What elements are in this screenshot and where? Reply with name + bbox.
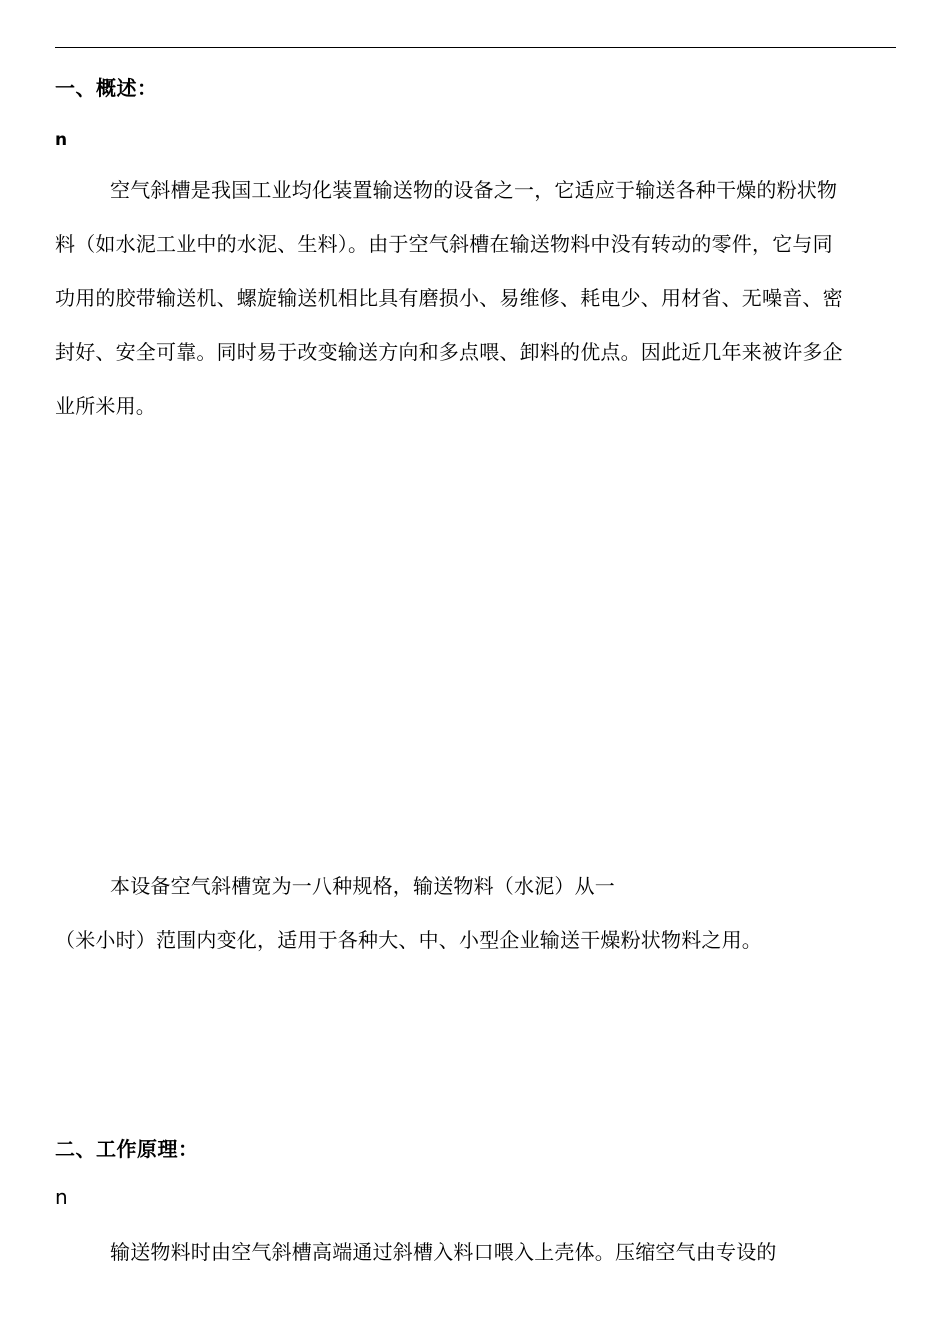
section-1-paragraph-2 bbox=[55, 859, 896, 967]
section-1-heading: 一、概述： bbox=[55, 76, 158, 100]
paragraph-line: 空气斜槽是我国工业均化装置输送物的设备之一，它适应于输送各种干燥的粉状物 bbox=[110, 178, 838, 202]
paragraph-line: 料（如水泥工业中的水泥、生料）。由于空气斜槽在输送物料中没有转动的零件，它与同 bbox=[55, 232, 833, 256]
section-2-marker: n bbox=[55, 1185, 68, 1209]
paragraph-line: 业所米用。 bbox=[55, 394, 156, 418]
section-2-paragraph-1 bbox=[55, 1225, 896, 1279]
header-rule bbox=[55, 47, 896, 48]
paragraph-line: 本设备空气斜槽宽为一八种规格，输送物料（水泥）从一 bbox=[110, 874, 615, 898]
section-1-paragraph-1 bbox=[55, 163, 896, 433]
section-2-heading: 二、工作原理： bbox=[55, 1137, 199, 1161]
section-1-marker: n bbox=[55, 130, 68, 150]
paragraph-line: （米小时）范围内变化，适用于各种大、中、小型企业输送干燥粉状物料之用。 bbox=[55, 928, 762, 952]
paragraph-line: 功用的胶带输送机、螺旋输送机相比具有磨损小、易维修、耗电少、用材省、无噪音、密 bbox=[55, 286, 843, 310]
paragraph-line: 封好、安全可靠。同时易于改变输送方向和多点喂、卸料的优点。因此近几年来被许多企 bbox=[55, 340, 843, 364]
paragraph-line: 输送物料时由空气斜槽高端通过斜槽入料口喂入上壳体。压缩空气由专设的 bbox=[110, 1240, 777, 1264]
